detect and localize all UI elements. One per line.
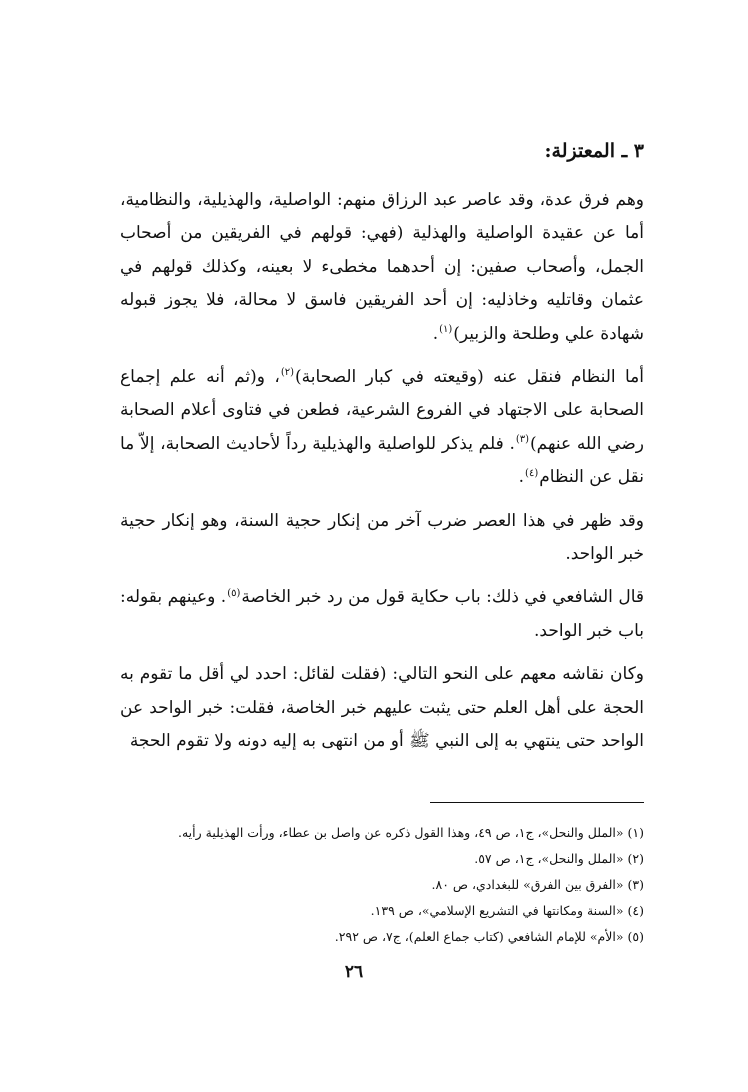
- body-text: [120, 184, 644, 769]
- footnote-ref-2[interactable]: (٢): [280, 367, 294, 379]
- footnote-ref-1[interactable]: (١): [439, 323, 453, 335]
- footnote-ref-5[interactable]: (٥): [227, 587, 241, 599]
- paragraph-3-text: وقد ظهر في هذا العصر ضرب آخر من إنكار حجية السنة، وهو إنكار حجية خبر الواحد.: [120, 510, 644, 565]
- paragraph-2-end: .: [518, 467, 525, 488]
- paragraph-1-text: وهم فرق عدة، وقد عاصر عبد الرزاق منهم: الواصلية، والهذيلية، والنظامية، أما عن عقيدة الواصلية والهذلية (فهي: قولهم في الفريقين من أصحاب الجمل، وأصحاب صفين: إن أحدهما مخطىء لا بعينه، وكذلك قولهم في عثمان وقاتليه وخاذليه: إن أحد الفريقين فاسق لا محالة، فلا يجوز قبوله شهادة علي وطلحة والزبير): [120, 190, 644, 344]
- paragraph-4-text-a: قال الشافعي في ذلك: باب حكاية قول من رد خبر الخاصة: [241, 587, 645, 608]
- paragraph-2-text-c: . فلم يذكر للواصلية والهذيلية رداً لأحاديث الصحابة، إلاّ ما نقل عن النظام: [120, 433, 644, 488]
- footnotes-list: [104, 820, 644, 950]
- paragraph-1-end: .: [432, 323, 439, 344]
- section-heading: ٣ ـ المعتزلة:: [544, 140, 644, 162]
- footnote-ref-3[interactable]: (٣): [515, 434, 530, 446]
- paragraph-2-text-b: ، و(ثم أنه علم إجماع الصحابة على الاجتهاد في الفروع الشرعية، فطعن في فتاوى أعلام الصحابة رضي الله عنهم): [120, 367, 644, 454]
- paragraph-5: [120, 658, 644, 758]
- paragraph-1: [120, 184, 644, 351]
- footnote-2: (٢) «الملل والنحل»، ج١، ص ٥٧.: [474, 851, 644, 866]
- paragraph-2-text-a: أما النظام فنقل عنه (وقيعته في كبار الصحابة): [295, 367, 644, 388]
- paragraph-4-text-b: . وعينهم بقوله: باب خبر الواحد.: [120, 587, 644, 641]
- footnote-5: (٥) «الأم» للإمام الشافعي (كتاب جماع العلم)، ج٧، ص ٢٩٢.: [334, 929, 644, 944]
- footnote-3: (٣) «الفرق بين الفرق» للبغدادي، ص ٨٠.: [431, 877, 644, 892]
- paragraph-4: [120, 581, 644, 648]
- paragraph-2: [120, 361, 644, 495]
- paragraph-5-text: وكان نقاشه معهم على النحو التالي: (فقلت لقائل: احدد لي أقل ما تقوم به الحجة على أهل العلم حتى يثبت عليهم خبر الخاصة، فقلت: خبر الواحد عن الواحد حتى ينتهي به إلى النبي ﷺ أو من انتهى به إليه دونه ولا تقوم الحجة: [120, 664, 644, 752]
- paragraph-3: [120, 505, 644, 572]
- page-number: ٢٦: [344, 962, 364, 982]
- footnote-divider: [430, 802, 644, 803]
- footnote-ref-4[interactable]: (٤): [525, 467, 539, 479]
- footnote-1: (١) «الملل والنحل»، ج١، ص ٤٩، وهذا القول ذكره عن واصل بن عطاء، ورأت الهذيلية رأيه.: [178, 825, 644, 840]
- footnote-4: (٤) «السنة ومكانتها في التشريع الإسلامي»، ص ١٣٩.: [370, 903, 644, 918]
